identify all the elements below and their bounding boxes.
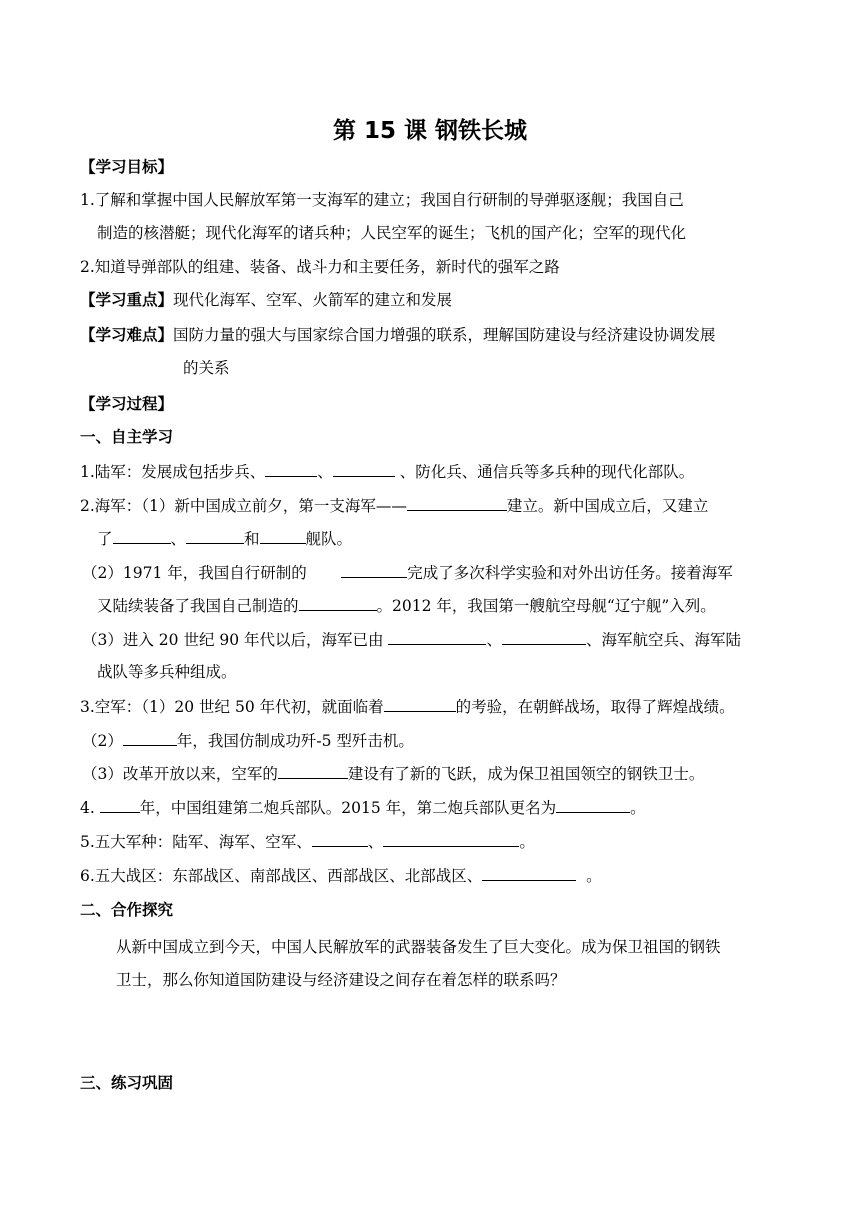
army-text-c: 、防化兵、通信兵等多兵种的现代化部队。	[399, 463, 695, 481]
navy5-text-a: （3）进入 20 世纪 90 年代以后，海军已由	[82, 631, 384, 649]
navy3-text-b: 完成了多次科学实验和对外出访任务。接着海军	[407, 564, 733, 582]
blank-rocket-name[interactable]	[556, 796, 630, 813]
navy1-text-a: 2.海军：（1）新中国成立前夕，第一支海军——	[80, 497, 407, 515]
blank-fleet-2[interactable]	[186, 527, 244, 544]
difficulties-line2: 的关系	[183, 359, 230, 377]
navy2-text-d: 舰队。	[305, 530, 353, 548]
difficulties	[80, 324, 716, 346]
blank-service-1[interactable]	[312, 830, 368, 847]
air2-text-a: （2）	[82, 732, 123, 750]
objectives-heading: 【学习目标】	[80, 158, 174, 176]
section1-heading: 一、自主学习	[80, 428, 174, 446]
navy2-text-b: 、	[170, 530, 187, 548]
rocket-text-c: 。	[630, 799, 646, 817]
blank-first-navy[interactable]	[407, 494, 507, 511]
services-text-b: 、	[367, 833, 384, 851]
objective-1-line1: 1.了解和掌握中国人民解放军第一支海军的建立；我国自行研制的导弹驱逐舰；我国自己	[80, 191, 684, 209]
blank-j5-year[interactable]	[123, 729, 177, 746]
navy-line-1	[80, 494, 708, 517]
zones-text-b: 。	[586, 867, 602, 885]
zones-line	[80, 864, 602, 887]
objective-2: 2.知道导弹部队的组建、装备、战斗力和主要任务，新时代的强军之路	[80, 258, 560, 276]
lesson-title: 第 15 课 钢铁长城	[332, 118, 528, 144]
section3-heading: 三、练习巩固	[80, 1074, 174, 1092]
blank-army-1[interactable]	[265, 460, 317, 477]
blank-air-test[interactable]	[384, 695, 456, 712]
navy2-text-c: 和	[244, 530, 260, 548]
services-text-a: 5.五大军种：陆军、海军、空军、	[80, 833, 312, 851]
navy-line-6: 战队等多兵种组成。	[97, 663, 237, 681]
army-line	[80, 460, 694, 483]
air1-text-a: 3.空军：（1）20 世纪 50 年代初，就面临着	[80, 698, 384, 716]
navy4-text-b: 。2012 年，我国第一艘航空母舰“辽宁舰”入列。	[376, 597, 716, 615]
air-line-2	[82, 729, 414, 752]
air-line-1	[80, 695, 735, 718]
zones-text-a: 6.五大战区：东部战区、南部战区、西部战区、北部战区、	[80, 867, 483, 885]
navy5-text-b: 、	[486, 631, 502, 649]
section2-line1: 从新中国成立到今天，中国人民解放军的武器装备发生了巨大变化。成为保卫祖国的钢铁	[116, 938, 721, 956]
blank-zone[interactable]	[482, 864, 576, 881]
key-points-text: 现代化海军、空军、火箭军的建立和发展	[173, 291, 453, 309]
key-points-label: 【学习重点】	[80, 291, 174, 309]
blank-navy-branch-2[interactable]	[502, 628, 586, 645]
navy2-text-a: 了	[97, 530, 113, 548]
navy5-text-c: 、海军航空兵、海军陆	[585, 631, 741, 649]
section2-line2: 卫士，那么你知道国防建设与经济建设之间存在着怎样的联系吗？	[116, 971, 566, 989]
air1-text-b: 的考验，在朝鲜战场，取得了辉煌战绩。	[455, 698, 735, 716]
army-text-a: 1.陆军：发展成包括步兵、	[80, 463, 266, 481]
blank-destroyer[interactable]	[341, 561, 407, 578]
blank-rocket-year[interactable]	[100, 796, 140, 813]
navy3-text-a: （2）1971 年，我国自行研制的	[82, 564, 307, 582]
blank-service-2[interactable]	[383, 830, 519, 847]
navy-line-5	[82, 628, 741, 651]
navy4-text-a: 又陆续装备了我国自己制造的	[97, 597, 299, 615]
blank-navy-branch-1[interactable]	[388, 628, 486, 645]
blank-fleet-1[interactable]	[113, 527, 171, 544]
navy1-text-b: 建立。新中国成立后，又建立	[506, 497, 709, 515]
services-line	[80, 830, 535, 853]
air3-text-b: 建设有了新的飞跃，成为保卫祖国领空的钢铁卫士。	[347, 765, 705, 783]
services-text-c: 。	[519, 833, 535, 851]
air-line-3	[82, 762, 704, 785]
difficulties-line1: 国防力量的强大与国家综合国力增强的联系，理解国防建设与经济建设协调发展	[173, 326, 716, 344]
army-text-b: 、	[317, 463, 333, 481]
air3-text-a: （3）改革开放以来，空军的	[82, 765, 278, 783]
difficulties-label: 【学习难点】	[80, 326, 174, 344]
blank-air-build[interactable]	[278, 762, 348, 779]
section2-heading: 二、合作探究	[80, 901, 174, 919]
navy-line-4	[97, 594, 716, 617]
navy-line-3	[82, 561, 733, 584]
key-points	[80, 289, 452, 311]
rocket-text-b: 年，中国组建第二炮兵部队。2015 年，第二炮兵部队更名为	[139, 799, 557, 817]
blank-submarine[interactable]	[299, 594, 377, 611]
rocket-line	[80, 796, 646, 819]
navy-line-2	[97, 527, 352, 550]
process-heading: 【学习过程】	[80, 395, 174, 413]
rocket-text-a: 4.	[80, 799, 95, 817]
blank-fleet-3[interactable]	[260, 527, 306, 544]
objective-1-line2: 制造的核潜艇；现代化海军的诸兵种；人民空军的诞生；飞机的国产化；空军的现代化	[97, 224, 687, 242]
blank-army-2[interactable]	[333, 460, 395, 477]
air2-text-b: 年，我国仿制成功歼-5 型歼击机。	[176, 732, 414, 750]
